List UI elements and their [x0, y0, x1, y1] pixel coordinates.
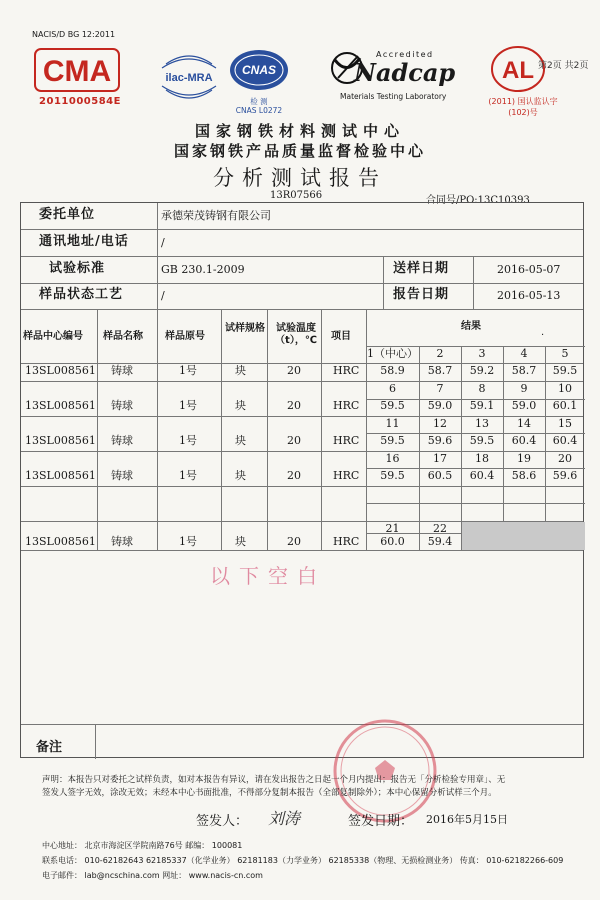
result-value: 59.5 [552, 364, 578, 377]
standard-value: GB 230.1-2009 [161, 263, 245, 276]
result-value: 59.6 [552, 469, 578, 482]
result-index-cell: 10 [558, 382, 572, 395]
sample-item: HRC [333, 364, 360, 377]
al-code: (2011) 国认监认字(102)号 [488, 97, 558, 117]
sample-id: 13SL008561 [25, 434, 96, 447]
result-value: 59.5 [380, 434, 405, 447]
result-index-cell: 22 [433, 522, 447, 535]
svg-text:CMA: CMA [42, 55, 112, 88]
cma-logo-icon [34, 48, 120, 92]
result-value: 58.9 [380, 364, 405, 377]
sample-name: 铸球 [111, 434, 133, 447]
result-index-cell: 8 [478, 382, 486, 395]
footer-email: 电子邮件： lab@ncschina.com 网址： www.nacis-cn.com [42, 871, 263, 880]
result-value: 60.4 [511, 434, 537, 447]
sample-id: 13SL008561 [25, 399, 96, 412]
address-value: / [161, 236, 165, 249]
sample-spec: 块 [235, 399, 246, 412]
result-value: 60.0 [380, 535, 405, 548]
result-value: 59.0 [427, 399, 453, 412]
report-date-label: 报告日期 [393, 287, 450, 302]
result-index-cell: 13 [475, 417, 489, 430]
result-index-cell: 21 [385, 522, 400, 535]
cnas-sub: 检 测 [250, 97, 268, 106]
sample-item: HRC [333, 399, 360, 412]
result-index-cell: 19 [517, 452, 531, 465]
sample-orig-no: 1号 [179, 469, 197, 482]
result-index-cell: 9 [520, 382, 528, 395]
state-label: 样品状态工艺 [39, 287, 124, 302]
send-date-label: 送样日期 [393, 261, 450, 276]
nadcap-name: Nadcap [354, 58, 456, 87]
col-sample-id: 样品中心编号 [23, 331, 83, 342]
result-index-cell: 6 [389, 382, 396, 395]
result-index-cell: 20 [558, 452, 572, 465]
cnas-logo-icon [228, 48, 290, 100]
footer-phone: 联系电话： 010-62182643 62185337（化学业务） 62181183（力学业务） 62185338（物理、无损检测业务） 传真： 010-62182266-609 [42, 856, 564, 865]
center-title-2: 国家钢铁产品质量监督检验中心 [173, 142, 426, 160]
col-temp: 试验温度（t），℃ [275, 323, 317, 346]
sample-temp: 20 [287, 399, 301, 412]
result-index-cell: 15 [558, 417, 572, 430]
result-index-cell: 5 [561, 347, 569, 360]
remarks-label: 备注 [36, 740, 63, 755]
result-value: 59.0 [511, 399, 537, 412]
result-index-cell: 16 [385, 452, 400, 465]
issue-date-label: 签发日期： [348, 814, 414, 829]
sample-name: 铸球 [111, 364, 133, 377]
col-results-dot: . [541, 327, 545, 338]
result-value: 60.4 [469, 469, 495, 482]
result-value: 60.5 [427, 469, 453, 482]
result-value: 59.1 [469, 399, 495, 412]
sample-name: 铸球 [111, 469, 133, 482]
result-value: 59.4 [427, 535, 453, 548]
report-table [20, 202, 584, 758]
svg-text:CNAS: CNAS [241, 63, 277, 77]
result-index-cell: 11 [385, 417, 400, 430]
statement-line-1: 声明：本报告只对委托之试样负责，如对本报告有异议，请在发出报告之日起一个月内提出；报告无「分析检验专用章」、无 [42, 775, 506, 785]
sample-spec: 块 [235, 469, 246, 482]
sample-id: 13SL008561 [25, 364, 96, 377]
issue-date-value: 2016年5月15日 [426, 813, 508, 826]
col-results: 结果 [461, 321, 481, 332]
sample-orig-no: 1号 [179, 399, 197, 412]
sample-item: HRC [333, 469, 360, 482]
col-orig-no: 样品原号 [165, 331, 205, 342]
address-label: 通讯地址/电话 [39, 234, 129, 249]
sample-spec: 块 [235, 434, 246, 447]
result-value: 58.7 [427, 364, 453, 377]
result-index-cell: 17 [433, 452, 447, 465]
signer-label: 签发人： [196, 814, 249, 829]
sample-temp: 20 [287, 364, 301, 377]
result-value: 59.5 [380, 469, 405, 482]
result-value: 59.5 [380, 399, 405, 412]
result-value: 59.6 [427, 434, 453, 447]
ilac-mra-logo-icon [156, 48, 222, 104]
sample-name: 铸球 [111, 399, 133, 412]
result-value: 60.4 [552, 434, 578, 447]
client-label: 委托单位 [39, 207, 96, 222]
svg-text:ilac-MRA: ilac-MRA [165, 72, 213, 84]
report-number: 13R07566 [270, 190, 323, 201]
sample-id: 13SL008561 [25, 535, 96, 548]
footer-address: 中心地址： 北京市海淀区学院南路76号 邮编： 100081 [42, 841, 243, 850]
nadcap-accredited: Accredited [376, 50, 434, 59]
svg-text:AL: AL [502, 57, 534, 84]
result-value: 59.2 [469, 364, 495, 377]
result-value: 59.5 [469, 434, 495, 447]
nadcap-logo [330, 44, 456, 104]
col-spec: 试样规格 [225, 323, 265, 334]
sample-orig-no: 1号 [179, 434, 197, 447]
result-index-cell: 4 [520, 347, 528, 360]
sample-item: HRC [333, 535, 360, 548]
sample-temp: 20 [287, 469, 301, 482]
sample-name: 铸球 [111, 535, 133, 548]
sample-spec: 块 [235, 364, 246, 377]
standard-label: 试验标准 [49, 261, 106, 276]
nadcap-sub: Materials Testing Laboratory [340, 92, 447, 101]
cnas-code: CNAS L0272 [235, 106, 283, 115]
result-index-cell: 3 [478, 347, 486, 360]
statement-line-2: 签发人签字无效，涂改无效；未经本中心书面批准，不得部分复制本报告（全部复制除外）；本中心保留分析试样三个月。 [42, 788, 497, 798]
result-index-cell: 18 [475, 452, 489, 465]
send-date-value: 2016-05-07 [497, 263, 561, 276]
nacis-code: NACIS/D BG 12:2011 [32, 30, 116, 39]
cma-code: 2011000584E [39, 96, 121, 107]
page-number: 第2页 共2页 [538, 61, 589, 71]
result-index-cell: 7 [436, 382, 444, 395]
result-index-cell: 2 [436, 347, 444, 360]
sample-item: HRC [333, 434, 360, 447]
contract-number: 合同号/PO:13C10393 [426, 195, 530, 206]
result-value: 60.1 [552, 399, 578, 412]
sample-id: 13SL008561 [25, 469, 96, 482]
col-item: 项目 [331, 331, 351, 342]
report-title: 分析测试报告 [213, 166, 387, 190]
center-title: 国家钢铁材料测试中心 [194, 122, 405, 140]
signer-name: 刘涛 [268, 809, 301, 828]
sample-orig-no: 1号 [179, 364, 197, 377]
result-index-cell: 14 [517, 417, 531, 430]
col-sample-name: 样品名称 [103, 331, 143, 342]
result-index-cell: 12 [433, 417, 447, 430]
blank-below-stamp: 以下空白 [210, 564, 326, 588]
result-value: 58.7 [511, 364, 537, 377]
sample-spec: 块 [235, 535, 246, 548]
result-value: 58.6 [511, 469, 537, 482]
report-date-value: 2016-05-13 [497, 289, 561, 302]
sample-temp: 20 [287, 434, 301, 447]
result-index-cell: 1（中心） [367, 347, 418, 360]
sample-temp: 20 [287, 535, 301, 548]
client-value: 承德荣茂铸钢有限公司 [161, 209, 271, 222]
state-value: / [161, 289, 165, 302]
sample-orig-no: 1号 [179, 535, 197, 548]
